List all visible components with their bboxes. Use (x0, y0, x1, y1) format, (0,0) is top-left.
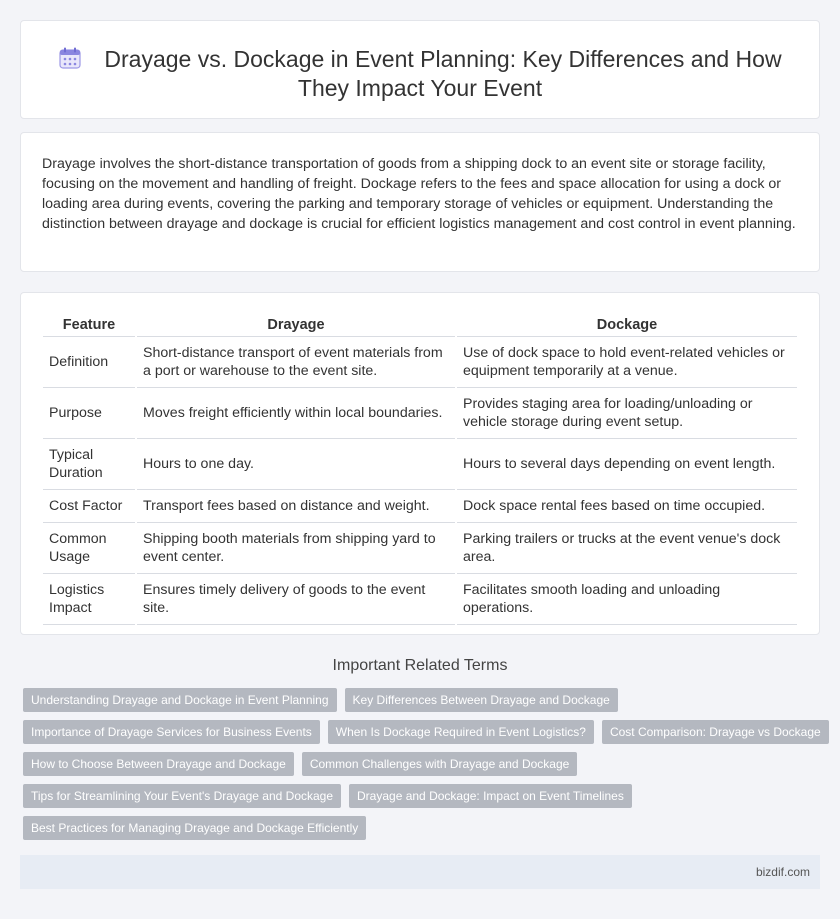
row-drayage: Shipping booth materials from shipping yard to event center. (137, 523, 455, 574)
table-row (43, 523, 797, 574)
header-drayage: Drayage (137, 315, 455, 337)
term-tag[interactable]: Tips for Streamlining Your Event's Drayage and Dockage (23, 784, 341, 808)
term-row (23, 816, 823, 840)
row-drayage: Transport fees based on distance and weight. (137, 490, 455, 523)
table-row (43, 574, 797, 625)
title-card (20, 20, 820, 119)
term-row (23, 752, 823, 776)
term-tag[interactable]: When Is Dockage Required in Event Logistics? (328, 720, 594, 744)
intro-paragraph: Drayage involves the short-distance transportation of goods from a shipping dock to an event site or storage facility, focusing on the movement and handling of freight. Dockage refers to the fees and space allocation for using a dock or loading area during events, covering the parking and temporary storage of vehicles or equipment. Understanding the distinction between drayage and dockage is crucial for efficient logistics management and cost control in event planning. (42, 156, 796, 232)
table-row (43, 337, 797, 388)
row-drayage: Ensures timely delivery of goods to the event site. (137, 574, 455, 625)
term-tag[interactable]: Understanding Drayage and Dockage in Event Planning (23, 688, 337, 712)
footer (20, 855, 820, 889)
row-feature: Purpose (43, 388, 135, 439)
row-drayage: Hours to one day. (137, 439, 455, 490)
page-title: Drayage vs. Dockage in Event Planning: Key Differences and How They Impact Your Event (104, 46, 782, 101)
row-dockage: Provides staging area for loading/unloading or vehicle storage during event setup. (457, 388, 797, 439)
row-feature: Definition (43, 337, 135, 388)
row-dockage: Use of dock space to hold event-related vehicles or equipment temporarily at a venue. (457, 337, 797, 388)
row-dockage: Hours to several days depending on event length. (457, 439, 797, 490)
term-tag[interactable]: Drayage and Dockage: Impact on Event Timelines (349, 784, 632, 808)
term-tag[interactable]: Best Practices for Managing Drayage and Dockage Efficiently (23, 816, 366, 840)
term-tag[interactable]: Common Challenges with Drayage and Dockage (302, 752, 577, 776)
header-feature: Feature (43, 315, 135, 337)
term-tag[interactable]: Key Differences Between Drayage and Dockage (345, 688, 618, 712)
table-row (43, 388, 797, 439)
related-terms (23, 688, 823, 848)
table-row (43, 490, 797, 523)
term-row (23, 688, 823, 712)
row-dockage: Parking trailers or trucks at the event venue's dock area. (457, 523, 797, 574)
comparison-table (41, 315, 799, 625)
row-feature: Typical Duration (43, 439, 135, 490)
row-dockage: Facilitates smooth loading and unloading operations. (457, 574, 797, 625)
footer-site-link[interactable]: bizdif.com (755, 865, 810, 879)
table-header-row (43, 315, 797, 337)
term-tag[interactable]: Cost Comparison: Drayage vs Dockage (602, 720, 829, 744)
related-terms-heading: Important Related Terms (332, 657, 508, 674)
table-row (43, 439, 797, 490)
term-tag[interactable]: How to Choose Between Drayage and Dockage (23, 752, 294, 776)
row-feature: Logistics Impact (43, 574, 135, 625)
row-feature: Cost Factor (43, 490, 135, 523)
term-row (23, 784, 823, 808)
row-feature: Common Usage (43, 523, 135, 574)
header-dockage: Dockage (457, 315, 797, 337)
term-row (23, 720, 823, 744)
intro-card (20, 132, 820, 272)
row-drayage: Moves freight efficiently within local boundaries. (137, 388, 455, 439)
calendar-icon (58, 46, 82, 70)
comparison-card (20, 292, 820, 635)
row-dockage: Dock space rental fees based on time occupied. (457, 490, 797, 523)
term-tag[interactable]: Importance of Drayage Services for Business Events (23, 720, 320, 744)
row-drayage: Short-distance transport of event materials from a port or warehouse to the event site. (137, 337, 455, 388)
